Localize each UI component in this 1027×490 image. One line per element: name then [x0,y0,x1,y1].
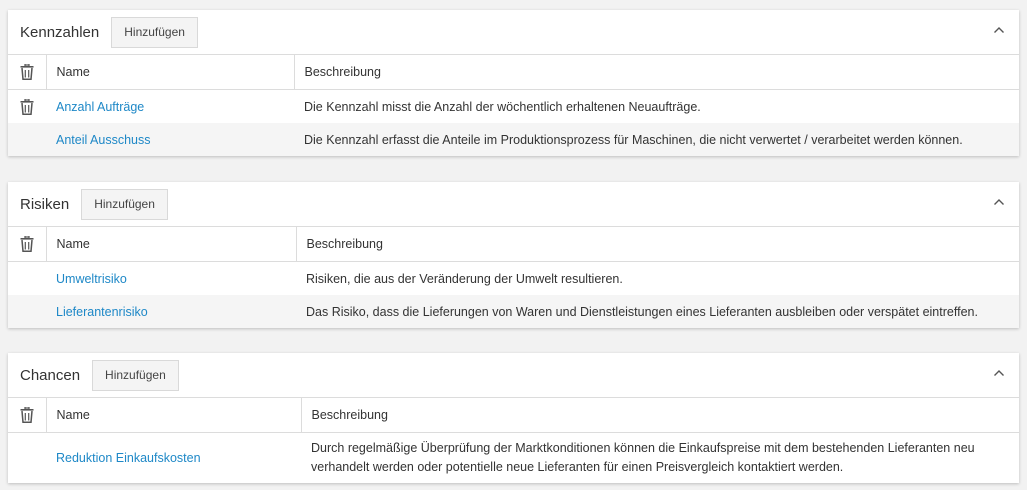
add-button[interactable]: Hinzufügen [111,17,198,48]
table-row[interactable] [8,262,1019,296]
data-table [8,55,1019,156]
panel-header [8,353,1019,398]
panel-title: Risiken [20,195,70,213]
delete-all-trash-icon[interactable] [8,55,46,90]
item-description: Die Kennzahl misst die Anzahl der wöchentlich erhaltenen Neuaufträge. [304,99,701,114]
add-button[interactable]: Hinzufügen [92,360,179,391]
column-header-description[interactable]: Beschreibung [294,55,1019,90]
table-row[interactable] [8,295,1019,328]
panel-chancen [8,353,1019,483]
item-description: Durch regelmäßige Überprüfung der Marktkonditionen können die Einkaufspreise mit dem bestehenden Lieferanten neu verhandelt werden oder potentielle neue Lieferanten für einen Preisvergleich kontaktiert werden. [311,441,975,474]
panel-kennzahlen [8,10,1019,156]
delete-row-trash-icon[interactable] [8,90,46,124]
collapse-chevron-icon[interactable] [993,367,1005,379]
table-header-row [8,227,1019,262]
item-name-link[interactable]: Umweltrisiko [56,271,127,286]
table-row[interactable] [8,123,1019,156]
panel-header [8,182,1019,227]
item-name-link[interactable]: Anteil Ausschuss [56,132,151,147]
panel-risiken [8,182,1019,328]
table-header-row [8,55,1019,90]
data-table [8,227,1019,328]
panel-header [8,10,1019,55]
item-name-link[interactable]: Reduktion Einkaufskosten [56,451,201,465]
item-name-link[interactable]: Anzahl Aufträge [56,99,145,114]
item-description: Risiken, die aus der Veränderung der Umwelt resultieren. [306,271,623,286]
column-header-name[interactable]: Name [46,398,301,433]
table-row[interactable] [8,433,1019,484]
delete-all-trash-icon[interactable] [8,398,46,433]
collapse-chevron-icon[interactable] [993,24,1005,36]
item-description: Das Risiko, dass die Lieferungen von Waren und Dienstleistungen eines Lieferanten ausbleiben oder verspätet eintreffen. [296,295,1019,328]
column-header-name[interactable]: Name [46,227,296,262]
collapse-chevron-icon[interactable] [993,196,1005,208]
item-description: Die Kennzahl erfasst die Anteile im Produktionsprozess für Maschinen, die nicht verwertet / verarbeitet werden können. [294,123,1019,156]
panel-title: Kennzahlen [20,23,100,41]
column-header-description[interactable]: Beschreibung [301,398,1019,433]
data-table [8,398,1019,483]
column-header-description[interactable]: Beschreibung [296,227,1019,262]
delete-all-trash-icon[interactable] [8,227,46,262]
add-button[interactable]: Hinzufügen [81,189,168,220]
panel-title: Chancen [20,366,81,384]
table-header-row [8,398,1019,433]
table-row[interactable] [8,90,1019,124]
column-header-name[interactable]: Name [46,55,294,90]
item-name-link[interactable]: Lieferantenrisiko [56,304,148,319]
